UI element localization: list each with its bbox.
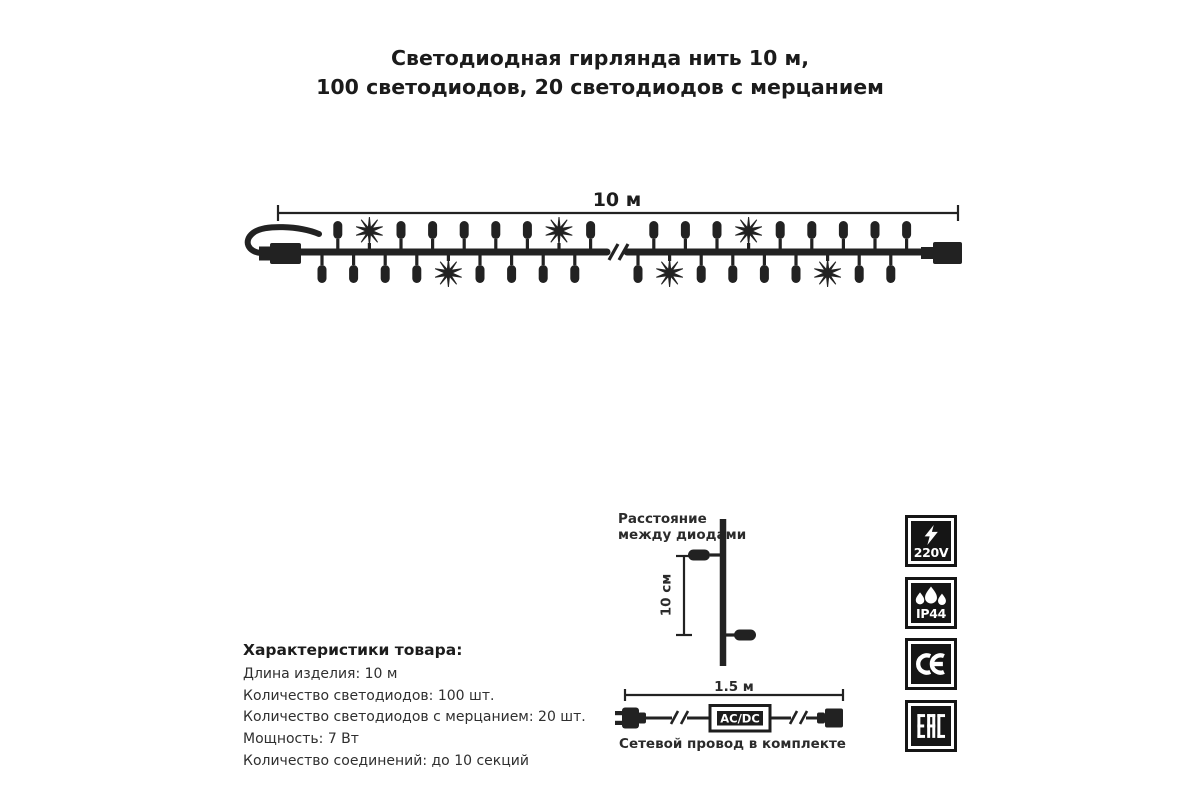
power-cord-diagram [615,678,850,738]
product-title [0,44,1200,102]
garland-wire [298,244,928,260]
acdc-adapter [710,706,770,732]
garland-length-label: 10 м [592,189,642,211]
voltage-label: 220V [913,544,949,560]
specs-title: Характеристики товара: [243,641,463,659]
lightning-icon [921,524,941,546]
spec-line: Мощность: 7 Вт [243,731,359,748]
garland-diagram [228,183,973,303]
badge-220v [905,515,957,567]
water-drops-icon [913,586,949,607]
eac-mark-icon [914,709,948,743]
badge-ip44 [905,577,957,629]
ce-mark-icon [913,649,949,679]
cord-length-label: 1.5 м [714,679,754,695]
spacing-distance-label: 10 см [658,573,675,617]
product-title-line1: Светодиодная гирлянда нить 10 м, [390,46,810,70]
product-title-line2: 100 светодиодов, 20 светодиодов с мерцанием [316,75,884,99]
spec-line: Количество соединений: до 10 секций [243,752,529,769]
acdc-adapter-label: AC/DC [720,711,760,726]
led-left [688,550,721,561]
spacing-dimension-line [676,556,692,635]
badge-ce [905,638,957,690]
cord-caption: Сетевой провод в комплекте [619,736,846,752]
certification-badges [905,515,957,761]
spec-line: Длина изделия: 10 м [243,666,398,682]
badge-eac [905,700,957,752]
spacing-diagram-label: Расстояние между диодами [618,511,747,543]
spec-line: Количество светодиодов с мерцанием: 20 шт. [243,709,586,726]
ip-rating-label: IP44 [915,605,946,621]
plug-icon [248,227,319,264]
led-right [725,630,756,641]
spec-line: Количество светодиодов: 100 шт. [243,687,495,704]
connector-icon [921,242,962,264]
led-spacing-diagram [600,505,800,675]
cord-connector-icon [817,709,843,728]
power-plug-icon [615,708,646,729]
